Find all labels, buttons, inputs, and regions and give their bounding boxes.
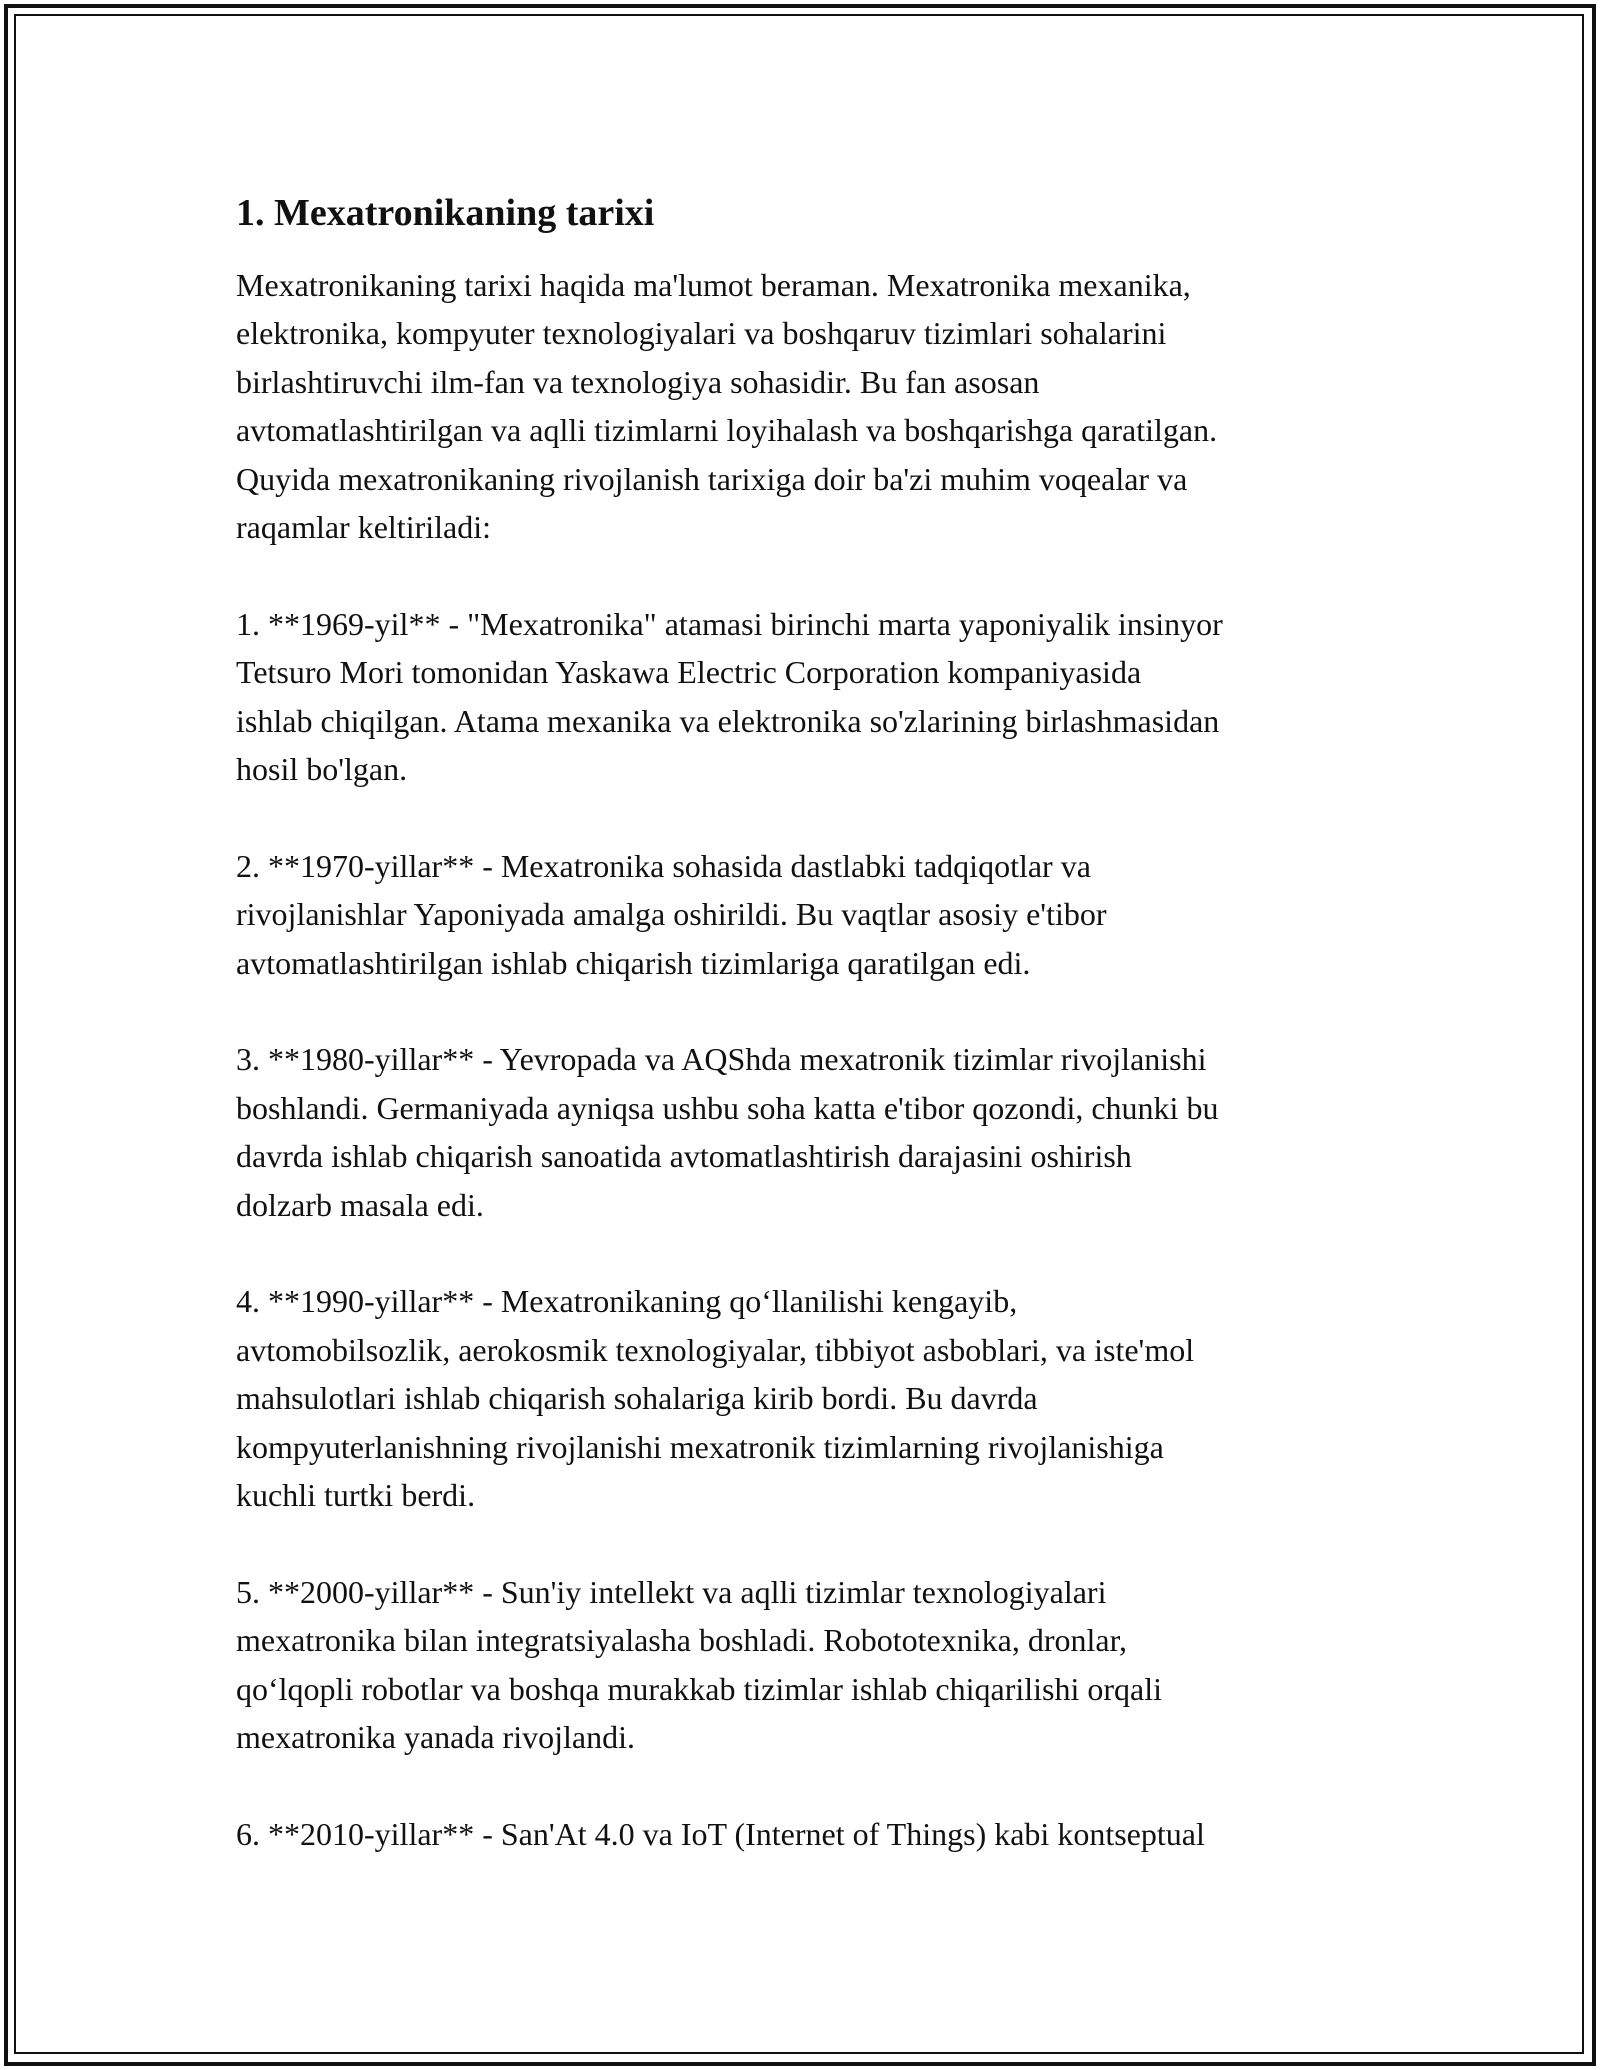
text-line: raqamlar keltiriladi: — [236, 509, 491, 546]
text-line: qo‘lqopli robotlar va boshqa murakkab tizimlar ishlab chiqarilishi orqali — [236, 1670, 1162, 1707]
paragraph-gap — [236, 987, 1386, 1035]
timeline-item-2 — [236, 842, 1386, 987]
paragraph-gap — [236, 1520, 1386, 1568]
text-line: 5. **2000-yillar** - Sun'iy intellekt va aqlli tizimlar texnologiyalari — [236, 1573, 1107, 1610]
text-line: davrda ishlab chiqarish sanoatida avtomatlashtirish darajasini oshirish — [236, 1138, 1132, 1175]
timeline-item-5 — [236, 1568, 1386, 1762]
text-line: avtomatlashtirilgan va aqlli tizimlarni loyihalash va boshqarishga qaratilgan. — [236, 412, 1218, 449]
paragraph-gap — [236, 551, 1386, 599]
text-line: mahsulotlari ishlab chiqarish sohalariga kirib bordi. Bu davrda — [236, 1380, 1038, 1417]
timeline-item-1 — [236, 600, 1386, 794]
text-line: dolzarb masala edi. — [236, 1186, 484, 1223]
text-line: Tetsuro Mori tomonidan Yaskawa Electric Corporation kompaniyasida — [236, 654, 1142, 691]
paragraph-gap — [236, 1229, 1386, 1277]
text-line: 2. **1970-yillar** - Mexatronika sohasida dastlabki tadqiqotlar va — [236, 847, 1091, 884]
timeline-item-3 — [236, 1035, 1386, 1229]
document-page — [236, 185, 1386, 1858]
text-line: mexatronika bilan integratsiyalasha boshladi. Robototexnika, dronlar, — [236, 1622, 1127, 1659]
text-line: elektronika, kompyuter texnologiyalari va boshqaruv tizimlari sohalarini — [236, 315, 1167, 352]
text-line: Quyida mexatronikaning rivojlanish tarixiga doir ba'zi muhim voqealar va — [236, 460, 1188, 497]
text-line: boshlandi. Germaniyada ayniqsa ushbu soha katta e'tibor qozondi, chunki bu — [236, 1089, 1219, 1126]
text-line: 6. **2010-yillar** - San'At 4.0 va IoT (Internet of Things) kabi kontseptual — [236, 1815, 1205, 1852]
text-line: Mexatronikaning tarixi haqida ma'lumot beraman. Mexatronika mexanika, — [236, 267, 1191, 303]
text-line: 1. **1969-yil** - "Mexatronika" atamasi birinchi marta yaponiyalik insinyor — [236, 605, 1223, 642]
document-body — [236, 261, 1386, 1858]
intro-paragraph — [236, 261, 1386, 551]
text-line: rivojlanishlar Yaponiyada amalga oshirildi. Bu vaqtlar asosiy e'tibor — [236, 896, 1107, 933]
text-line: avtomobilsozlik, aerokosmik texnologiyalar, tibbiyot asboblari, va iste'mol — [236, 1331, 1195, 1368]
text-line: birlashtiruvchi ilm-fan va texnologiya sohasidir. Bu fan asosan — [236, 363, 1040, 400]
text-line: 3. **1980-yillar** - Yevropada va AQShda mexatronik tizimlar rivojlanishi — [236, 1041, 1207, 1078]
text-line: hosil bo'lgan. — [236, 751, 408, 788]
timeline-item-4 — [236, 1277, 1386, 1519]
timeline-item-6 — [236, 1810, 1386, 1858]
section-heading: 1. Mexatronikaning tarixi — [236, 192, 655, 234]
text-line: ishlab chiqilgan. Atama mexanika va elektronika so'zlarining birlashmasidan — [236, 702, 1220, 739]
text-line: mexatronika yanada rivojlandi. — [236, 1719, 635, 1756]
text-line: avtomatlashtirilgan ishlab chiqarish tizimlariga qaratilgan edi. — [236, 944, 1031, 981]
text-line: kompyuterlanishning rivojlanishi mexatronik tizimlarning rivojlanishiga — [236, 1428, 1164, 1465]
text-line: 4. **1990-yillar** - Mexatronikaning qo‘llanilishi kengayib, — [236, 1283, 1018, 1320]
text-line: kuchli turtki berdi. — [236, 1477, 476, 1514]
paragraph-gap — [236, 1762, 1386, 1810]
paragraph-gap — [236, 793, 1386, 841]
